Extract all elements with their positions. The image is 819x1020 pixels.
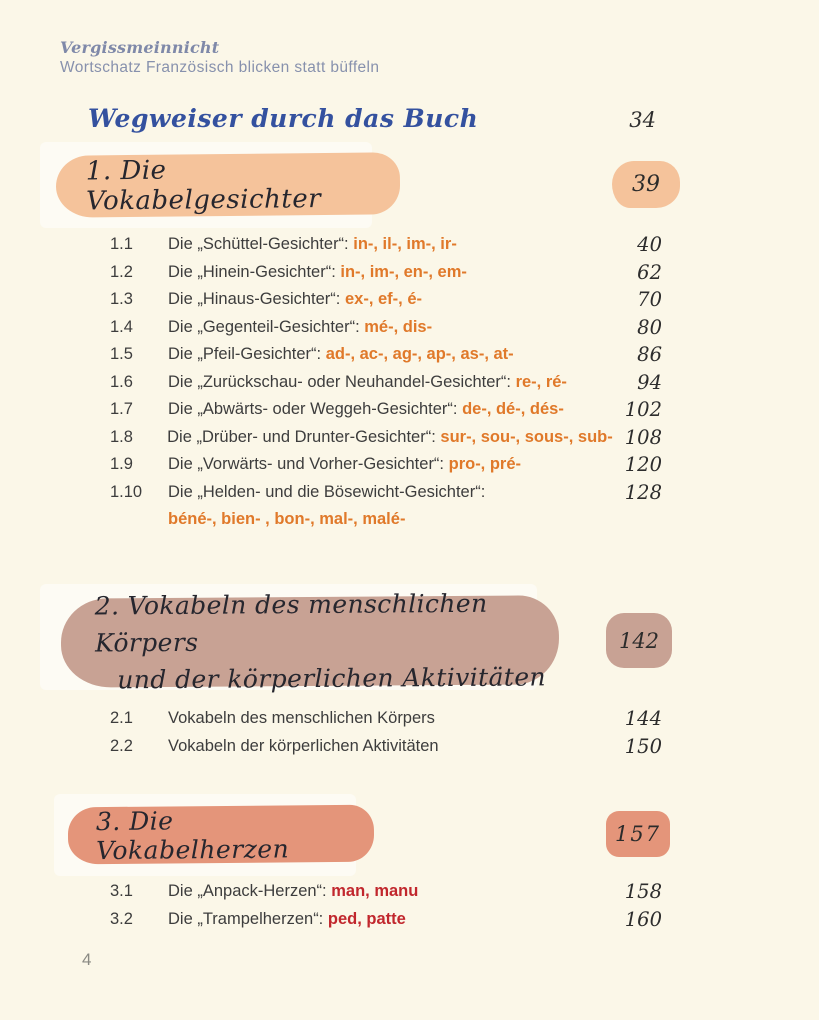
section-2-page-highlight — [606, 613, 672, 668]
toc-item-number: 3.1 — [110, 882, 133, 901]
toc-item-prefixes: pro-, pré- — [448, 455, 522, 474]
toc-item — [110, 259, 662, 287]
section-2-title-line-1: 2. Vokabeln des menschlichen Körpers — [94, 588, 488, 658]
toc-item-label: Die „Schüttel-Gesichter“: in-, il-, im-, ir- — [168, 235, 457, 254]
folio-page-number: 4 — [82, 950, 92, 969]
toc-item-label: Die „Trampelherzen“: ped, patte — [168, 909, 406, 928]
toc-item — [110, 286, 662, 314]
toc-item-page-number: 86 — [637, 343, 662, 367]
toc-item — [110, 733, 662, 761]
toc-item-page-number: 94 — [637, 370, 662, 394]
toc-item-label: Die „Drüber- und Drunter-Gesichter“: sur-, sou-, sous-, sub- — [167, 427, 613, 446]
toc-item-page-number: 62 — [637, 260, 662, 284]
toc-item-page-number: 108 — [624, 425, 662, 449]
section-2-page-number: 142 — [618, 628, 660, 653]
toc-intro-page-number: 34 — [629, 108, 656, 132]
section-2-heading-highlight — [61, 588, 560, 695]
toc-item-prefixes: de-, dé-, dés- — [462, 400, 564, 419]
section-3-page-highlight — [606, 811, 670, 857]
toc-item-number: 1.9 — [110, 455, 133, 474]
toc-item-prefixes: in-, il-, im-, ir- — [353, 235, 457, 254]
toc-item-prefixes: man, manu — [331, 882, 419, 901]
toc-item-label: Die „Helden- und die Bösewicht-Gesichter“: — [168, 482, 486, 501]
section-1-title: 1. Die Vokabelgesichter — [85, 155, 322, 217]
toc-item-number: 1.8 — [110, 427, 133, 446]
toc-item-label: Die „Anpack-Herzen“: man, manu — [168, 882, 419, 901]
toc-item — [110, 314, 662, 342]
toc-item — [110, 451, 662, 479]
toc-intro-row — [88, 104, 662, 133]
section-2-title-line-2: und der körperlichen Aktivitäten — [117, 662, 547, 695]
toc-item-number: 1.5 — [110, 345, 133, 364]
section-3-items — [110, 878, 662, 933]
toc-item-label: Die „Abwärts- oder Weggeh-Gesichter“: de-, dé-, dés- — [168, 400, 564, 419]
toc-item-number: 2.1 — [110, 709, 133, 728]
toc-item-number: 1.4 — [110, 317, 133, 336]
toc-item-prefixes: ad-, ac-, ag-, ap-, as-, at- — [325, 345, 514, 364]
toc-item — [110, 369, 662, 397]
toc-item — [110, 396, 662, 424]
toc-item-prefixes: ex-, ef-, é- — [344, 290, 422, 309]
toc-item-number: 1.1 — [110, 235, 133, 254]
toc-item-prefixes: sur-, sou-, sous-, sub- — [440, 427, 613, 446]
section-3-title: 3. Die Vokabelherzen — [95, 805, 290, 865]
toc-item-prefixes: mé-, dis- — [364, 317, 433, 336]
toc-item-prefixes: re-, ré- — [515, 372, 567, 391]
toc-item-number: 1.10 — [110, 482, 143, 501]
toc-item-page-number: 144 — [624, 707, 662, 731]
toc-item-number: 1.7 — [110, 400, 133, 419]
toc-item — [110, 705, 662, 733]
toc-item-label: Die „Hinein-Gesichter“: in-, im-, en-, em- — [168, 262, 467, 281]
toc-item-label: Die „Gegenteil-Gesichter“: mé-, dis- — [168, 317, 433, 336]
toc-item-page-number: 70 — [637, 288, 662, 312]
toc-item-prefixes: in-, im-, en-, em- — [340, 262, 467, 281]
toc-item-label: Die „Vorwärts- und Vorher-Gesichter“: pro-, pré- — [168, 455, 522, 474]
toc-intro-title: Wegweiser durch das Buch — [88, 104, 479, 133]
toc-item — [110, 506, 662, 534]
toc-item-label: Die „Pfeil-Gesichter“: ad-, ac-, ag-, ap-, as-, at- — [168, 345, 514, 364]
section-1-items — [110, 231, 662, 534]
toc-item-prefixes: béné-, bien- , bon-, mal-, malé- — [168, 510, 406, 529]
toc-item-label: Vokabeln des menschlichen Körpers — [168, 709, 435, 728]
toc-item-label: Die „Hinaus-Gesichter“: ex-, ef-, é- — [168, 290, 422, 309]
section-3-heading-highlight — [68, 805, 374, 865]
toc-item — [110, 878, 662, 906]
toc-item-page-number: 158 — [624, 880, 662, 904]
page-header — [60, 38, 379, 77]
toc-item-label — [168, 510, 612, 529]
toc-item-label: Die „Zurückschau- oder Neuhandel-Gesichter“: re-, ré- — [168, 372, 567, 391]
section-2-items — [110, 705, 662, 760]
toc-item — [110, 424, 662, 452]
toc-item-page-number: 80 — [637, 315, 662, 339]
section-1-page-highlight — [612, 161, 680, 208]
toc-item-page-number: 40 — [637, 233, 662, 257]
toc-item-number: 1.3 — [110, 290, 133, 309]
book-series-title: Vergissmeinnicht — [60, 38, 220, 57]
toc-item — [110, 231, 662, 259]
toc-item-page-number: 128 — [624, 480, 662, 504]
book-subtitle: Wortschatz Französisch blicken statt büffeln — [60, 59, 380, 76]
toc-item-prefixes: ped, patte — [327, 909, 406, 928]
toc-item-number: 1.2 — [110, 262, 133, 281]
toc-item — [110, 906, 662, 934]
section-3-page-number: 157 — [614, 822, 662, 846]
toc-item — [110, 479, 662, 507]
toc-item-label: Vokabeln der körperlichen Aktivitäten — [168, 736, 439, 755]
section-1-page-number: 39 — [632, 172, 660, 197]
toc-item-page-number: 102 — [624, 398, 662, 422]
toc-item — [110, 341, 662, 369]
toc-item-number: 2.2 — [110, 736, 133, 755]
toc-item-page-number: 120 — [624, 453, 662, 477]
section-1-heading-highlight — [56, 152, 401, 218]
toc-item-number: 3.2 — [110, 909, 133, 928]
toc-item-number: 1.6 — [110, 372, 133, 391]
toc-item-page-number: 150 — [624, 734, 662, 758]
toc-item-page-number: 160 — [624, 907, 662, 931]
